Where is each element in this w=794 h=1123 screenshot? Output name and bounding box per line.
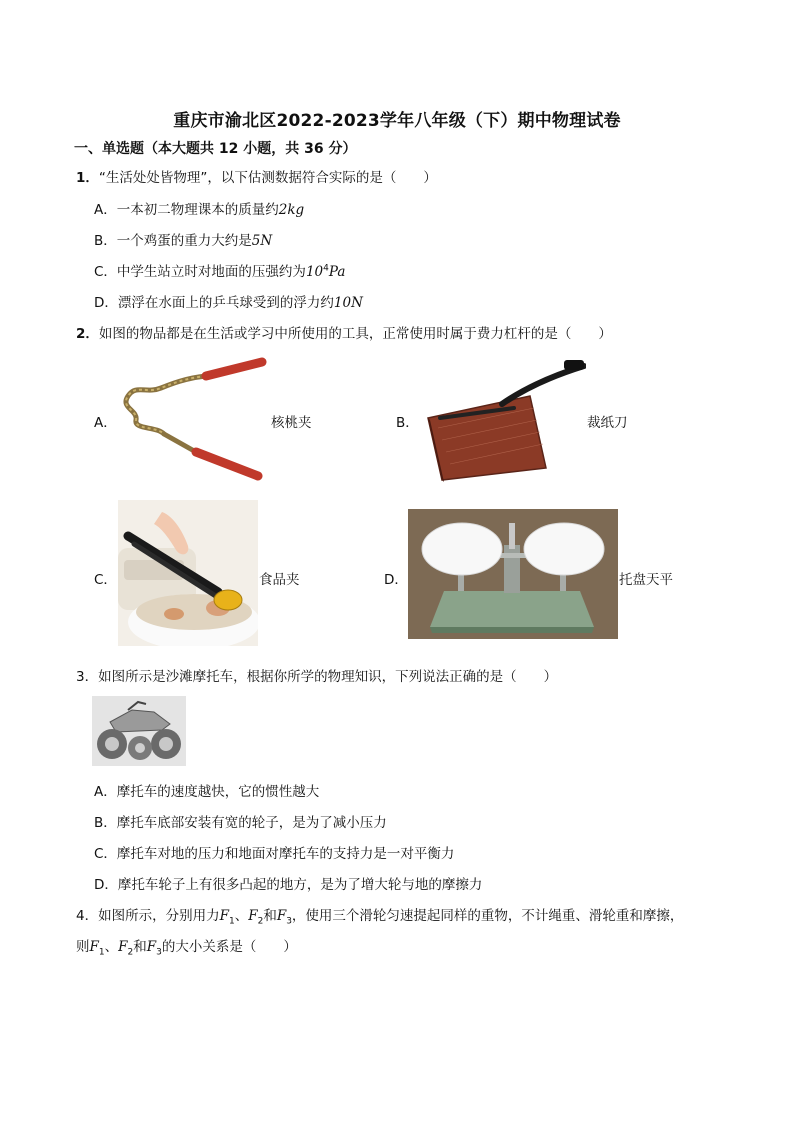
q2-option-b-letter: B．	[396, 415, 419, 431]
question-4-line-1	[76, 904, 683, 927]
balance-scale-image	[408, 509, 618, 639]
option-value: 10N	[333, 295, 363, 311]
force-symbol: F	[146, 939, 157, 955]
q3-option-d: D．摩托车轮子上有很多凸起的地方，是为了增大轮与地的摩擦力	[94, 877, 483, 893]
option-text: A．一本初二物理课本的质量约	[94, 202, 279, 218]
q1-option-d	[94, 291, 363, 311]
question-3	[76, 665, 557, 685]
q1-option-a	[94, 198, 304, 218]
q3-option-b: B．摩托车底部安装有宽的轮子，是为了减小压力	[94, 815, 387, 831]
option-text: C．中学生站立时对地面的压强约为	[94, 264, 306, 280]
force-symbol: F	[219, 908, 229, 924]
page-title: 重庆市渝北区2022-2023学年八年级（下）期中物理试卷	[173, 111, 621, 131]
q2-option-d-letter: D．	[384, 572, 408, 588]
q2-option-d-label: 托盘天平	[619, 572, 673, 588]
option-value-base: 10	[305, 264, 324, 280]
option-value: 2kg	[278, 202, 305, 218]
force-symbol: F	[89, 939, 99, 955]
force-subscript: 2	[127, 947, 134, 958]
paper-cutter-image	[418, 356, 586, 482]
force-subscript: 3	[286, 916, 292, 927]
question-text: ，使用三个滑轮匀速提起同样的重物，不计绳重、滑轮重和摩擦，	[291, 908, 684, 924]
option-value-exponent: 4	[323, 263, 329, 274]
section-heading: 一、单选题（本大题共 12 小题，共 36 分）	[74, 141, 357, 157]
option-text: D．漂浮在水面上的乒乓球受到的浮力约	[94, 295, 334, 311]
force-subscript: 3	[156, 947, 162, 958]
force-subscript: 1	[228, 916, 235, 927]
option-text: B．一个鸡蛋的重力大约是	[94, 233, 252, 249]
question-text: 4．如图所示，分别用力	[76, 908, 220, 924]
option-value-unit: Pa	[328, 264, 346, 280]
question-1	[76, 166, 437, 186]
q2-option-c-label: 食品夹	[259, 572, 300, 588]
q2-option-a-label: 核桃夹	[271, 415, 312, 431]
option-value: 5N	[251, 233, 273, 249]
q3-option-a: A．摩托车的速度越快，它的惯性越大	[94, 784, 320, 800]
force-symbol: F	[276, 908, 287, 924]
q1-option-c	[94, 260, 345, 280]
question-number: 2．	[76, 326, 99, 342]
separator: 、	[104, 939, 119, 955]
question-2	[76, 322, 612, 342]
nutcracker-image	[116, 354, 268, 482]
force-symbol: F	[248, 908, 258, 924]
question-stem: 如图的物品都是在生活或学习中所使用的工具，正常使用时属于费力杠杆的是（ ）	[98, 326, 612, 342]
conjunction: 和	[263, 908, 277, 924]
question-4-line-2	[76, 935, 297, 958]
conjunction: 和	[133, 939, 147, 955]
atv-image	[92, 696, 186, 766]
question-text: 的大小关系是（ ）	[161, 939, 297, 955]
q1-option-b	[94, 229, 272, 249]
q2-option-c-letter: C．	[94, 572, 117, 588]
q2-option-a-letter: A．	[94, 415, 117, 431]
food-tongs-image	[118, 500, 258, 646]
q3-option-c: C．摩托车对地的压力和地面对摩托车的支持力是一对平衡力	[94, 846, 455, 862]
question-number: 1．	[76, 170, 99, 186]
question-stem: 3．如图所示是沙滩摩托车，根据你所学的物理知识，下列说法正确的是（ ）	[76, 669, 558, 685]
force-subscript: 1	[98, 947, 105, 958]
force-subscript: 2	[257, 916, 264, 927]
separator: 、	[234, 908, 249, 924]
question-text: 则	[76, 939, 90, 955]
q2-option-b-label: 裁纸刀	[587, 415, 628, 431]
force-symbol: F	[118, 939, 128, 955]
question-stem: “生活处处皆物理”，以下估测数据符合实际的是（ ）	[98, 170, 437, 186]
